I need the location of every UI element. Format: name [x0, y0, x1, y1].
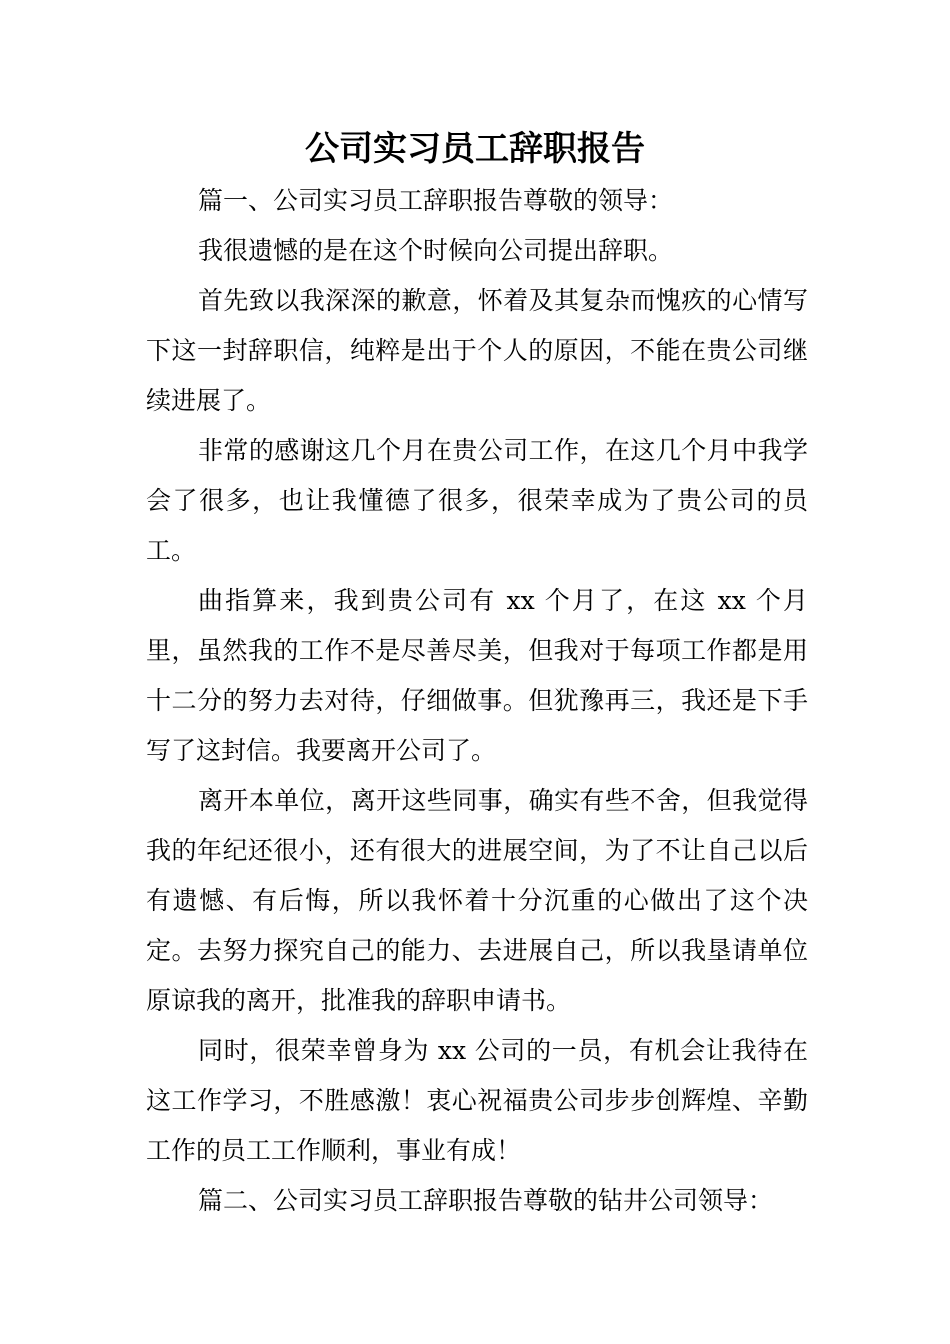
- paragraph-apology: 首先致以我深深的歉意，怀着及其复杂而愧疚的心情写下这一封辞职信，纯粹是出于个人的原因，不能在贵公司继续进展了。: [146, 286, 808, 415]
- paragraph-section-one-heading: 篇一、公司实习员工辞职报告尊敬的领导：: [198, 186, 674, 215]
- paragraph-tenure: 曲指算来，我到贵公司有 xx 个月了，在这 xx 个月里，虽然我的工作不是尽善尽美，但我对于每项工作都是用十二分的努力去对待，仔细做事。但犹豫再三，我还是下手写了这封信。我要离开公司了。: [146, 586, 808, 765]
- document-body: [146, 176, 808, 1226]
- paragraph-reason: 离开本单位，离开这些同事，确实有些不舍，但我觉得我的年纪还很小，还有很大的进展空间，为了不让自己以后有遗憾、有后悔，所以我怀着十分沉重的心做出了这个决定。去努力探究自己的能力、去进展自己，所以我垦请单位原谅我的离开，批准我的辞职申请书。: [146, 786, 808, 1015]
- paragraph-section-two-heading: 篇二、公司实习员工辞职报告尊敬的钻井公司领导：: [198, 1186, 774, 1215]
- paragraph-thanks: 非常的感谢这几个月在贵公司工作，在这几个月中我学会了很多，也让我懂德了很多，很荣幸成为了贵公司的员工。: [146, 436, 808, 565]
- paragraph-regret: 我很遗憾的是在这个时候向公司提出辞职。: [198, 236, 674, 265]
- paragraph-wishes: 同时，很荣幸曾身为 xx 公司的一员，有机会让我待在这工作学习，不胜感激！衷心祝福贵公司步步创辉煌、辛勤工作的员工工作顺利，事业有成！: [146, 1036, 808, 1165]
- document-title: 公司实习员工辞职报告: [305, 129, 645, 169]
